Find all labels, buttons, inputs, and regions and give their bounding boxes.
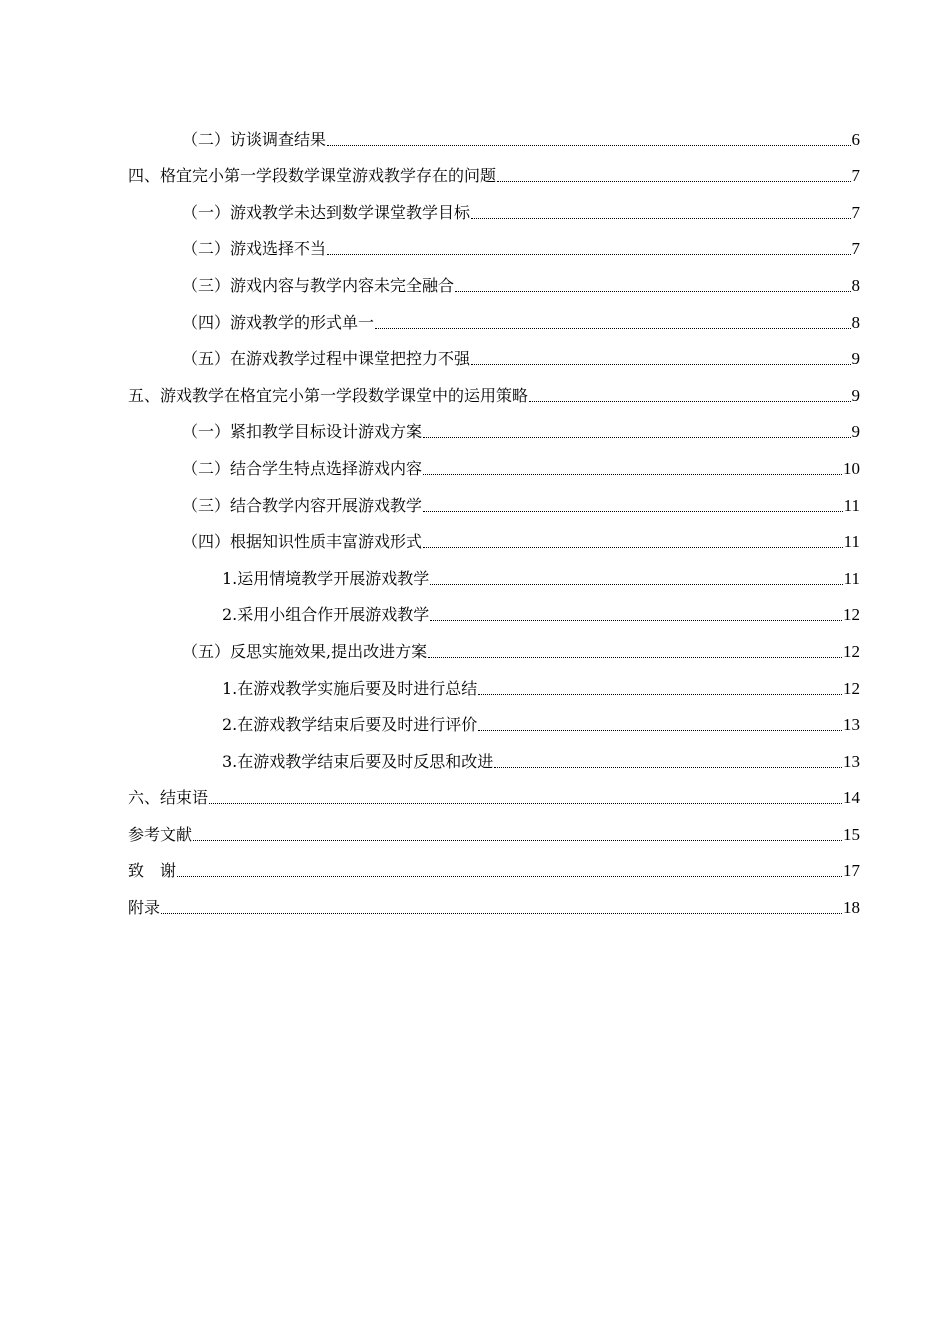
toc-entry-label: 3.在游戏教学结束后要及时反思和改进: [222, 751, 494, 771]
toc-dot-leader: [193, 840, 842, 841]
toc-entry[interactable]: [128, 333, 860, 370]
toc-entry-label: （二）访谈调查结果: [182, 129, 327, 149]
toc-page-number: 7: [851, 239, 860, 259]
toc-entry[interactable]: [128, 150, 860, 187]
toc-page-number: 7: [851, 166, 860, 186]
toc-dot-leader: [423, 547, 843, 548]
toc-page-number: 9: [851, 385, 860, 405]
toc-page-number: 13: [843, 751, 860, 771]
toc-dot-leader: [494, 767, 842, 768]
toc-entry-label: 致 谢: [128, 861, 177, 881]
toc-entry-label: 2.在游戏教学结束后要及时进行评价: [222, 715, 478, 735]
toc-page-number: 12: [843, 605, 860, 625]
toc-dot-leader: [177, 876, 842, 877]
toc-page-number: 6: [851, 129, 860, 149]
toc-dot-leader: [471, 364, 850, 365]
toc-entry[interactable]: [128, 589, 860, 626]
toc-dot-leader: [327, 254, 850, 255]
toc-page-number: 11: [843, 532, 860, 552]
toc-entry-label: 五、游戏教学在格宜完小第一学段数学课堂中的运用策略: [128, 385, 529, 405]
toc-entry-label: （四）游戏教学的形式单一: [182, 312, 375, 332]
toc-dot-leader: [428, 657, 842, 658]
toc-page-number: 7: [851, 202, 860, 222]
toc-entry-label: （三）结合教学内容开展游戏教学: [182, 495, 423, 515]
toc-entry[interactable]: [128, 772, 860, 809]
toc-entry[interactable]: [128, 113, 860, 150]
toc-entry-label: （二）游戏选择不当: [182, 239, 327, 259]
toc-dot-leader: [423, 474, 842, 475]
toc-dot-leader: [423, 437, 850, 438]
toc-entry[interactable]: [128, 186, 860, 223]
toc-entry[interactable]: [128, 699, 860, 736]
toc-entry-label: 1.在游戏教学实施后要及时进行总结: [222, 678, 478, 698]
toc-page-number: 9: [851, 422, 860, 442]
toc-dot-leader: [471, 218, 850, 219]
toc-entry[interactable]: [128, 881, 860, 918]
toc-dot-leader: [497, 181, 850, 182]
toc-entry-label: （三）游戏内容与教学内容未完全融合: [182, 275, 455, 295]
toc-entry[interactable]: [128, 552, 860, 589]
toc-page-number: 11: [843, 568, 860, 588]
toc-page-number: 8: [851, 312, 860, 332]
toc-entry[interactable]: [128, 845, 860, 882]
toc-page-number: 8: [851, 275, 860, 295]
toc-entry-label: 附录: [128, 898, 161, 918]
toc-entry[interactable]: [128, 223, 860, 260]
toc-dot-leader: [423, 511, 843, 512]
toc-entry-label: （一）紧扣教学目标设计游戏方案: [182, 422, 423, 442]
toc-entry[interactable]: [128, 296, 860, 333]
toc-dot-leader: [529, 401, 850, 402]
toc-entry[interactable]: [128, 808, 860, 845]
toc-dot-leader: [478, 730, 842, 731]
toc-entry-label: （二）结合学生特点选择游戏内容: [182, 458, 423, 478]
toc-dot-leader: [430, 620, 842, 621]
toc-entry-label: （五）反思实施效果,提出改进方案: [182, 641, 428, 661]
toc-dot-leader: [455, 291, 850, 292]
toc-page-number: 18: [843, 898, 860, 918]
toc-entry[interactable]: [128, 442, 860, 479]
toc-entry-label: （一）游戏教学未达到数学课堂教学目标: [182, 202, 471, 222]
toc-entry-label: （四）根据知识性质丰富游戏形式: [182, 532, 423, 552]
toc-page-number: 13: [843, 715, 860, 735]
toc-entry[interactable]: [128, 406, 860, 443]
toc-entry[interactable]: [128, 625, 860, 662]
toc-entry[interactable]: [128, 259, 860, 296]
toc-entry-label: 1.运用情境教学开展游戏教学: [222, 568, 430, 588]
toc-dot-leader: [327, 145, 850, 146]
toc-entry[interactable]: [128, 369, 860, 406]
table-of-contents: [128, 113, 860, 918]
toc-entry-label: 六、结束语: [128, 788, 209, 808]
toc-page-number: 9: [851, 349, 860, 369]
toc-page-number: 14: [843, 788, 860, 808]
toc-entry[interactable]: [128, 479, 860, 516]
toc-page-number: 17: [843, 861, 860, 881]
toc-entry-label: 参考文献: [128, 824, 193, 844]
toc-dot-leader: [430, 584, 842, 585]
toc-page-number: 10: [843, 458, 860, 478]
toc-page-number: 12: [843, 641, 860, 661]
toc-entry[interactable]: [128, 735, 860, 772]
toc-entry-label: （五）在游戏教学过程中课堂把控力不强: [182, 349, 471, 369]
toc-dot-leader: [478, 694, 842, 695]
toc-dot-leader: [375, 328, 850, 329]
toc-page-number: 15: [843, 824, 860, 844]
toc-dot-leader: [161, 913, 842, 914]
toc-dot-leader: [209, 803, 842, 804]
toc-page-number: 11: [843, 495, 860, 515]
toc-entry[interactable]: [128, 662, 860, 699]
toc-entry-label: 四、格宜完小第一学段数学课堂游戏教学存在的问题: [128, 166, 497, 186]
toc-entry-label: 2.采用小组合作开展游戏教学: [222, 605, 430, 625]
toc-entry[interactable]: [128, 516, 860, 553]
toc-page-number: 12: [843, 678, 860, 698]
